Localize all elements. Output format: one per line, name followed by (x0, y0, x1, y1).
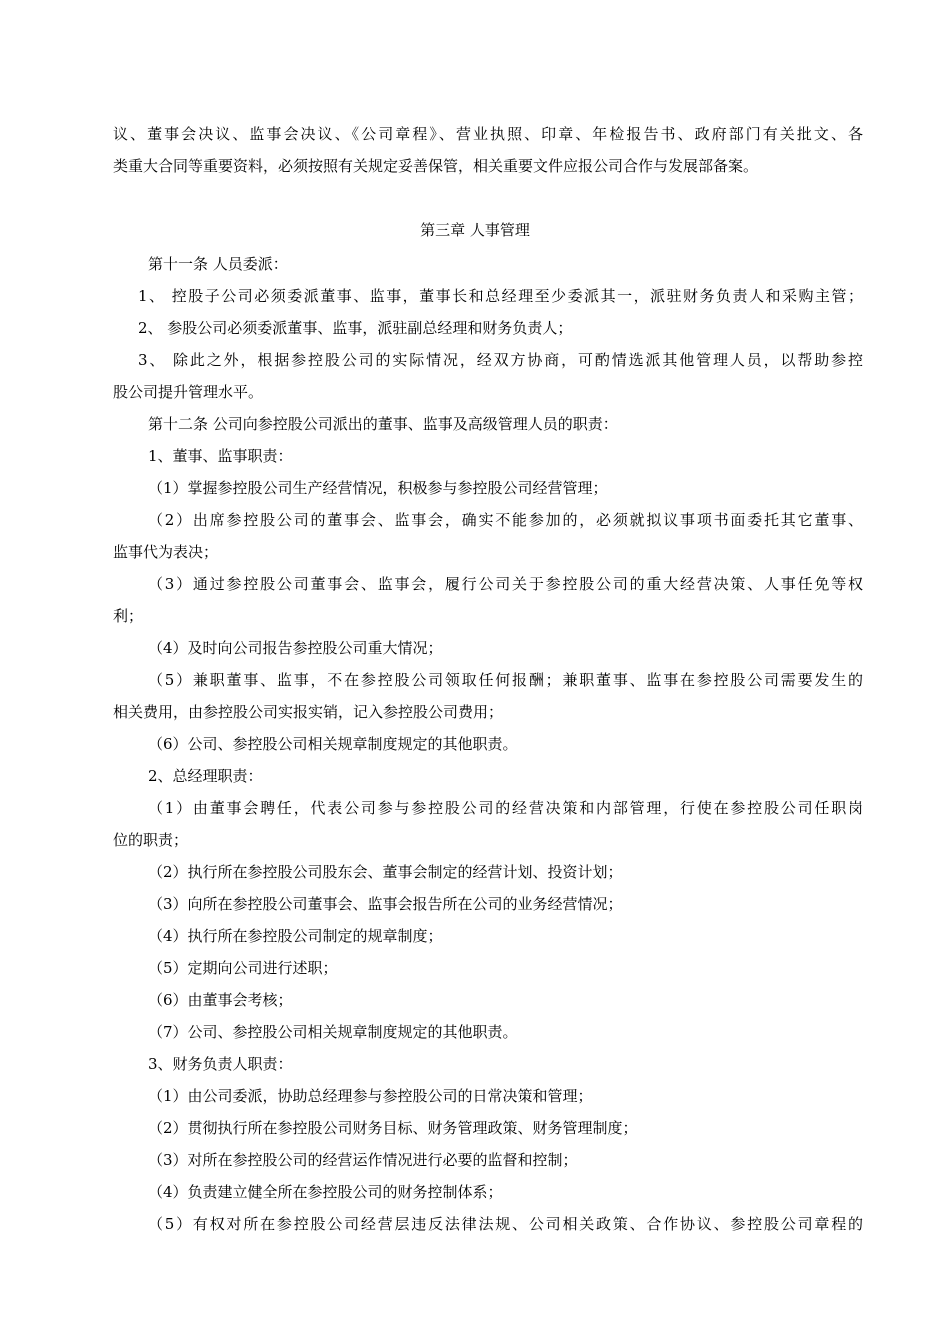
list-item: （1）掌握参控股公司生产经营情况，积极参与参控股公司经营管理； (148, 479, 608, 497)
list-item: （3）对所在参控股公司的经营运作情况进行必要的监督和控制； (148, 1151, 578, 1169)
list-item: （7）公司、参控股公司相关规章制度规定的其他职责。 (148, 1023, 518, 1041)
list-item: （3）向所在参控股公司董事会、监事会报告所在公司的业务经营情况； (148, 895, 623, 913)
chapter-heading: 第三章 人事管理 (420, 221, 530, 239)
list-item: （4）执行所在参控股公司制定的规章制度； (148, 927, 443, 945)
list-item: （1）由董事会聘任，代表公司参与参控股公司的经营决策和内部管理，行使在参控股公司任职岗 (148, 799, 863, 817)
list-item: 1、 控股子公司必须委派董事、监事，董事长和总经理至少委派其一，派驻财务负责人和采购主管； (138, 287, 863, 305)
list-item: （2）贯彻执行所在参控股公司财务目标、财务管理政策、财务管理制度； (148, 1119, 638, 1137)
list-item: （2）出席参控股公司的董事会、监事会，确实不能参加的，必须就拟议事项书面委托其它董事、 (148, 511, 863, 529)
list-item: 2、 参股公司必须委派董事、监事，派驻副总经理和财务负责人； (138, 319, 573, 337)
article-title: 第十一条 人员委派： (148, 255, 288, 273)
list-item: （2）执行所在参控股公司股东会、董事会制定的经营计划、投资计划； (148, 863, 623, 881)
list-item: （5）兼职董事、监事，不在参控股公司领取任何报酬；兼职董事、监事在参控股公司需要发生的 (148, 671, 863, 689)
list-item-continuation: 相关费用，由参控股公司实报实销，记入参控股公司费用； (113, 703, 504, 721)
list-item: 3、 除此之外，根据参控股公司的实际情况，经双方协商，可酌情选派其他管理人员，以帮助参控 (138, 351, 863, 369)
list-item-continuation: 位的职责； (113, 831, 189, 849)
list-item: （4）负责建立健全所在参控股公司的财务控制体系； (148, 1183, 503, 1201)
paragraph-line: 议、董事会决议、监事会决议、《公司章程》、营业执照、印章、年检报告书、政府部门有关批文、各 (113, 125, 863, 143)
section-heading: 3、财务负责人职责： (148, 1055, 293, 1073)
list-item: （6）公司、参控股公司相关规章制度规定的其他职责。 (148, 735, 518, 753)
list-item-continuation: 监事代为表决； (113, 543, 219, 561)
list-item: （4）及时向公司报告参控股公司重大情况； (148, 639, 443, 657)
section-heading: 2、总经理职责： (148, 767, 263, 785)
paragraph-line: 类重大合同等重要资料，必须按照有关规定妥善保管，相关重要文件应报公司合作与发展部备案。 (113, 157, 759, 175)
list-item: （1）由公司委派，协助总经理参与参控股公司的日常决策和管理； (148, 1087, 593, 1105)
list-item-continuation: 股公司提升管理水平。 (113, 383, 264, 401)
list-item: （5）有权对所在参控股公司经营层违反法律法规、公司相关政策、合作协议、参控股公司章程的 (148, 1215, 863, 1233)
article-title: 第十二条 公司向参控股公司派出的董事、监事及高级管理人员的职责： (148, 415, 618, 433)
list-item-continuation: 利； (113, 607, 144, 625)
list-item: （6）由董事会考核； (148, 991, 293, 1009)
section-heading: 1、董事、监事职责： (148, 447, 293, 465)
list-item: （3）通过参控股公司董事会、监事会，履行公司关于参控股公司的重大经营决策、人事任免等权 (148, 575, 863, 593)
list-item: （5）定期向公司进行述职； (148, 959, 338, 977)
